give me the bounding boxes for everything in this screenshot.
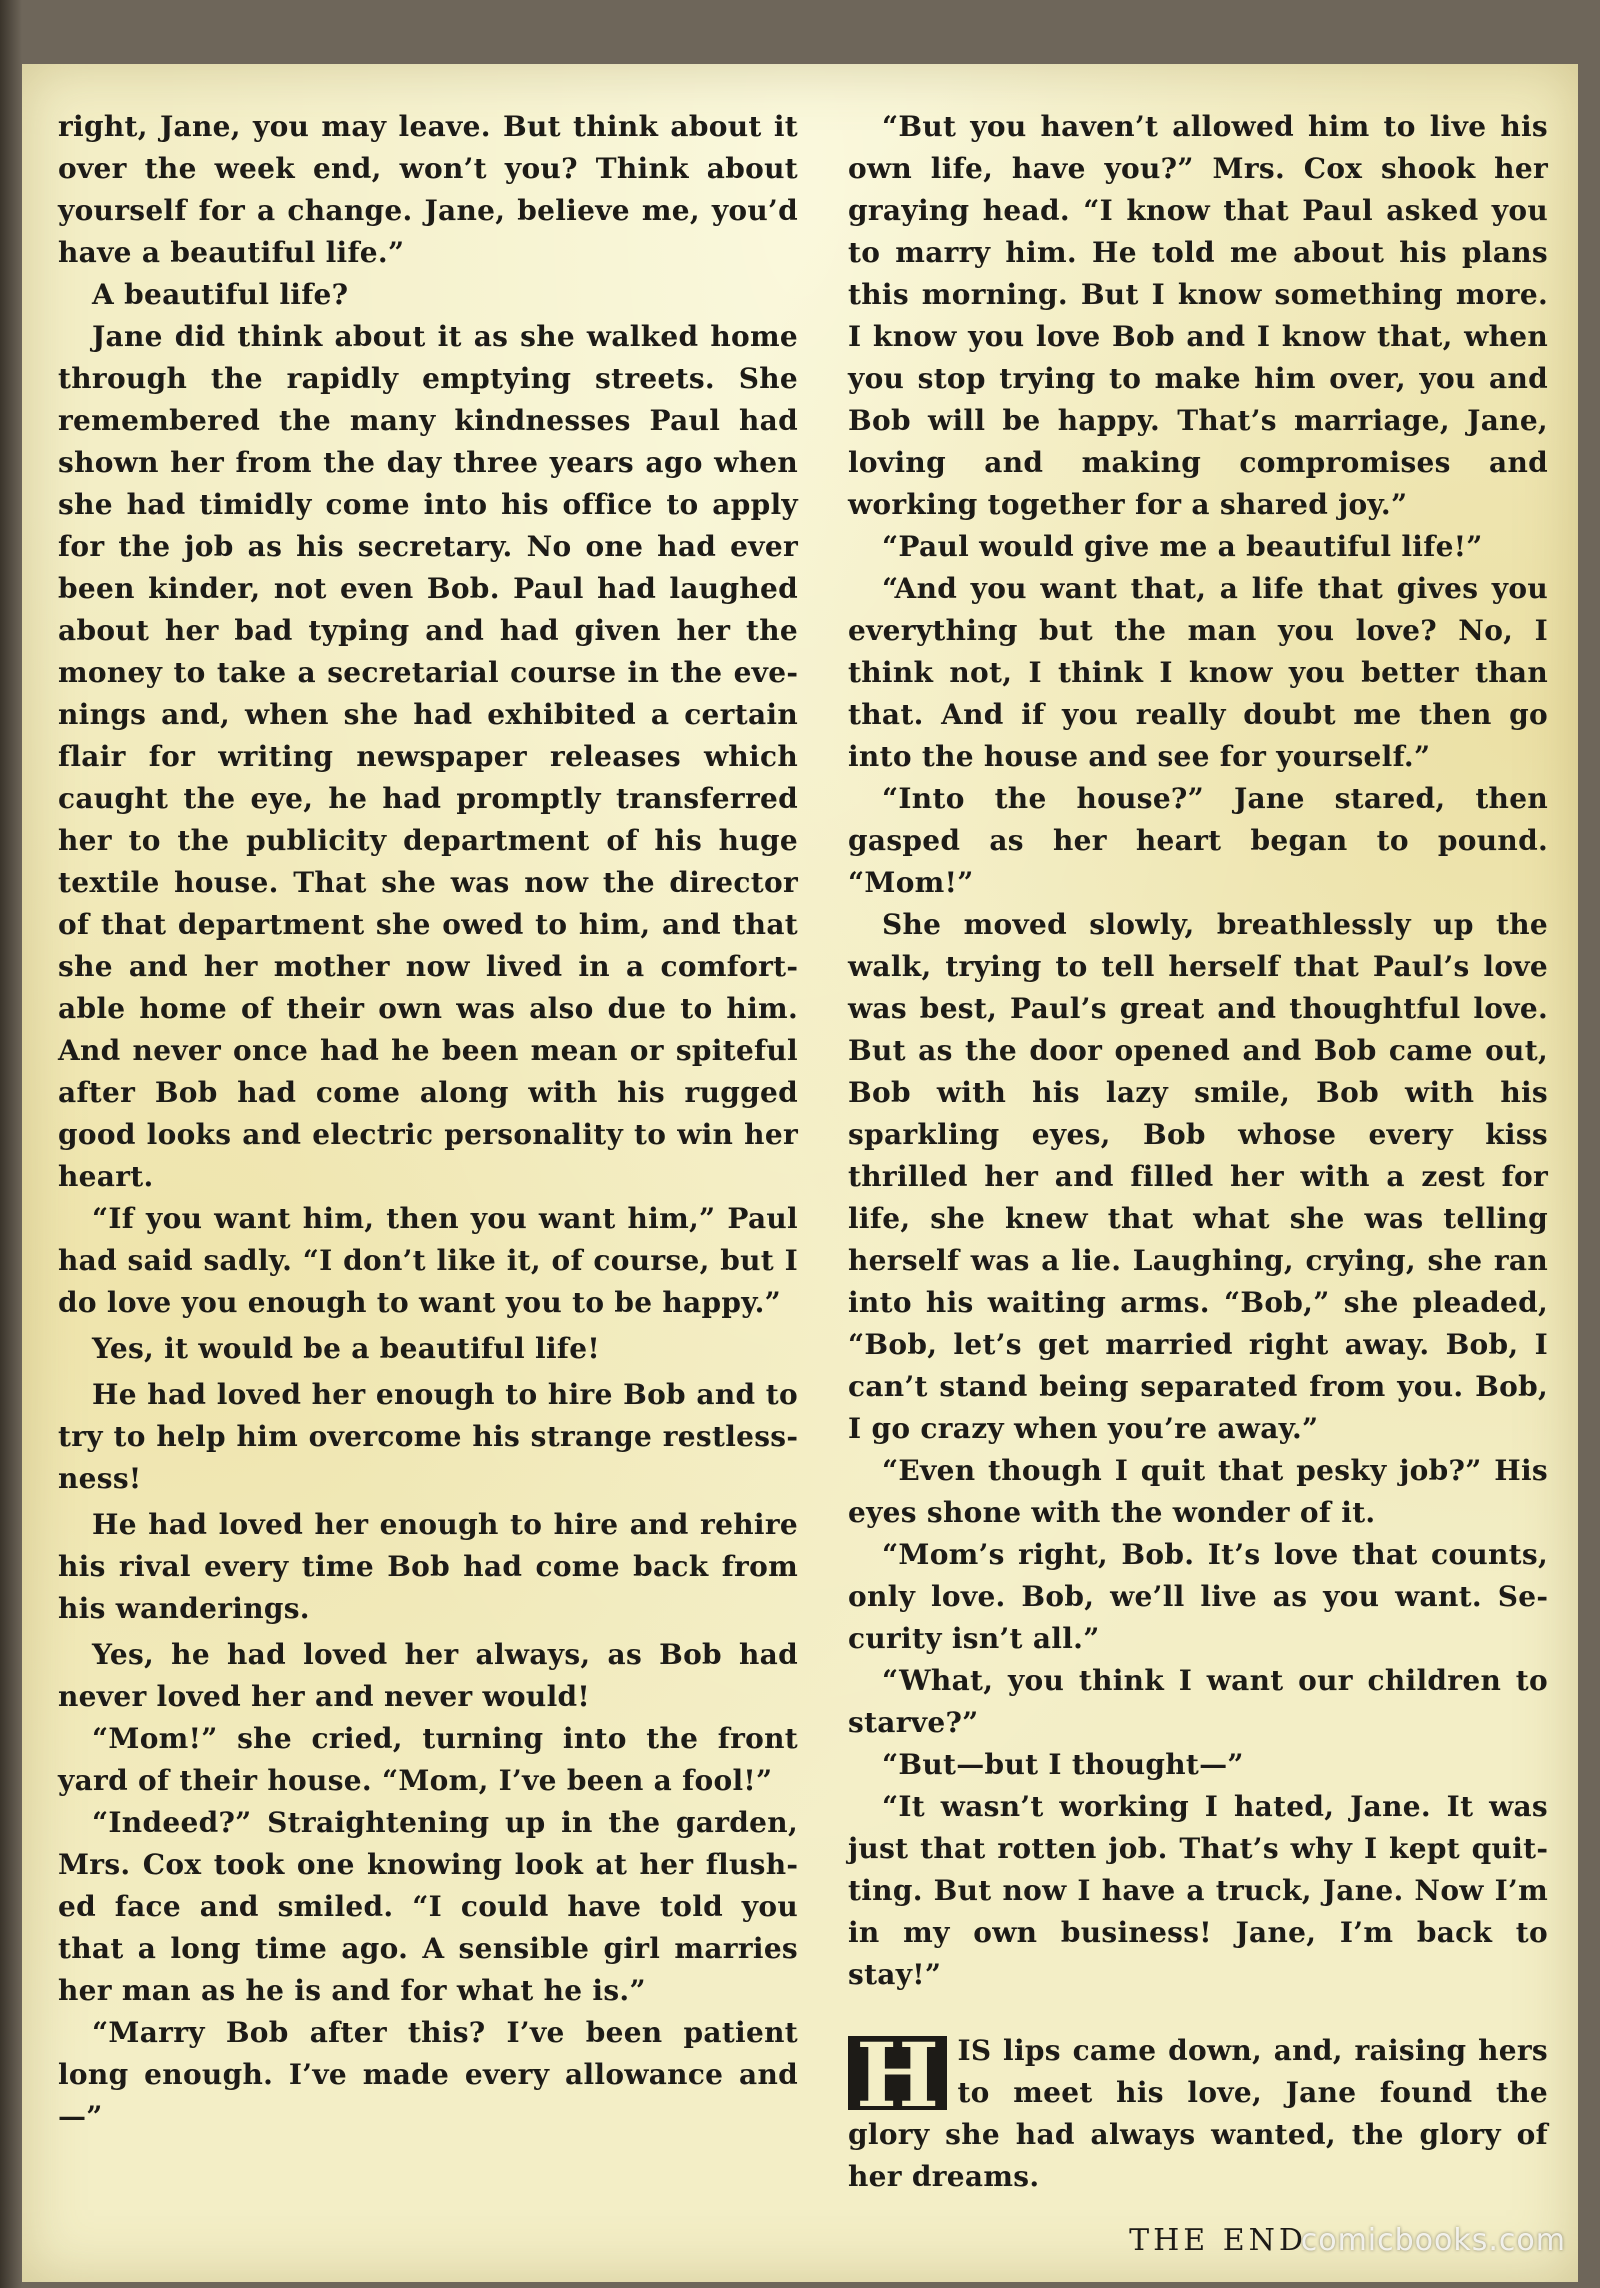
paragraph: “Into the house?” Jane stared, then gasped as her heart began to pound. “Mom!” (848, 782, 1548, 899)
paragraph: Yes, it would be a beautiful life! (92, 1332, 600, 1365)
paragraph: He had loved her enough to hire and rehire his rival every time Bob had come back from his wanderings. (58, 1508, 798, 1625)
page-gutter-shadow (0, 0, 22, 2288)
paragraph: “Even though I quit that pesky job?” His eyes shone with the wonder of it. (848, 1454, 1548, 1529)
paragraph: “What, you think I want our children to starve?” (848, 1664, 1548, 1739)
paragraph: Yes, he had loved her always, as Bob had never loved her and never would! (58, 1638, 798, 1713)
story-page (22, 64, 1578, 2282)
the-end-label: THE END (1129, 2223, 1307, 2258)
right-text-column (848, 106, 1548, 2262)
paragraph: “Mom’s right, Bob. It’s love that counts, only love. Bob, we’ll live as you want. Security isn’t all.” (848, 1538, 1548, 1655)
paragraph: “Mom!” she cried, turning into the front yard of their house. “Mom, I’ve been a fool!” (58, 1722, 798, 1797)
paragraph: “Marry Bob after this? I’ve been patient long enough. I’ve made every allowance and—” (58, 2016, 798, 2133)
paragraph: “Paul would give me a beautiful life!” (882, 530, 1483, 563)
paragraph: Jane did think about it as she walked home through the rapidly emptying streets. She remembered the many kindnesses Paul had shown her from the day three years ago when she had timidly come into his office to apply for the job as his secretary. No one had ever been kinder, not even Bob. Paul had laughed about her bad typing and had given her the money to take a secretarial course in the evenings and, when she had exhibited a certain flair for writing newspaper releases which caught the eye, he had promptly transferred her to the publicity department of his huge textile house. That she was now the director of that department she owed to him, and that she and her mother now lived in a comfortable home of their own was also due to him. And never once had he been mean or spiteful after Bob had come along with his rugged good looks and electric personality to win her heart. (58, 320, 798, 1193)
left-text-column (58, 106, 798, 2138)
paragraph: “Indeed?” Straightening up in the garden, Mrs. Cox took one knowing look at her flushed face and smiled. “I could have told you that a long time ago. A sensible girl marries her man as he is and for what he is.” (58, 1806, 798, 2007)
paragraph: A beautiful life? (92, 278, 349, 311)
paragraph: “If you want him, then you want him,” Paul had said sadly. “I don’t like it, of course, but I do love you enough to want you to be happy.” (58, 1202, 798, 1319)
paragraph: He had loved her enough to hire Bob and to try to help him overcome his strange restlessness! (58, 1378, 798, 1495)
paragraph: right, Jane, you may leave. But think about it over the week end, won’t you? Think about yourself for a change. Jane, believe me, you’d have a beautiful life.” (58, 110, 798, 269)
paragraph: “It wasn’t working I hated, Jane. It was just that rotten job. That’s why I kept quitting. But now I have a truck, Jane. Now I’m in my own business! Jane, I’m back to stay!” (848, 1790, 1548, 1991)
paragraph: “But you haven’t allowed him to live his own life, have you?” Mrs. Cox shook her graying head. “I know that Paul asked you to marry him. He told me about his plans this morning. But I know something more. I know you love Bob and I know that, when you stop trying to make him over, you and Bob will be happy. That’s marriage, Jane, loving and making compromises and working together for a shared joy.” (848, 110, 1548, 521)
drop-cap: H (848, 2036, 947, 2110)
closing-paragraph (848, 2023, 1548, 2198)
paragraph: “And you want that, a life that gives you everything but the man you love? No, I think not, I think I know you better than that. And if you really doubt me then go into the house and see for yourself.” (848, 572, 1548, 773)
closing-text: IS lips came down, and, raising hers to meet his love, Jane found the glory she had always wanted, the glory of her dreams. (848, 2034, 1548, 2193)
paragraph: She moved slowly, breathlessly up the walk, trying to tell herself that Paul’s love was best, Paul’s great and thoughtful love. But as the door opened and Bob came out, Bob with his lazy smile, Bob with his sparkling eyes, Bob whose every kiss thrilled her and filled her with a zest for life, she knew that what she was telling herself was a lie. Laughing, crying, she ran into his waiting arms. “Bob,” she pleaded, “Bob, let’s get married right away. Bob, I can’t stand being separated from you. Bob, I go crazy when you’re away.” (848, 908, 1548, 1445)
paragraph: “But—but I thought—” (882, 1748, 1244, 1781)
watermark-text: comicbooks.com (1300, 2223, 1566, 2258)
